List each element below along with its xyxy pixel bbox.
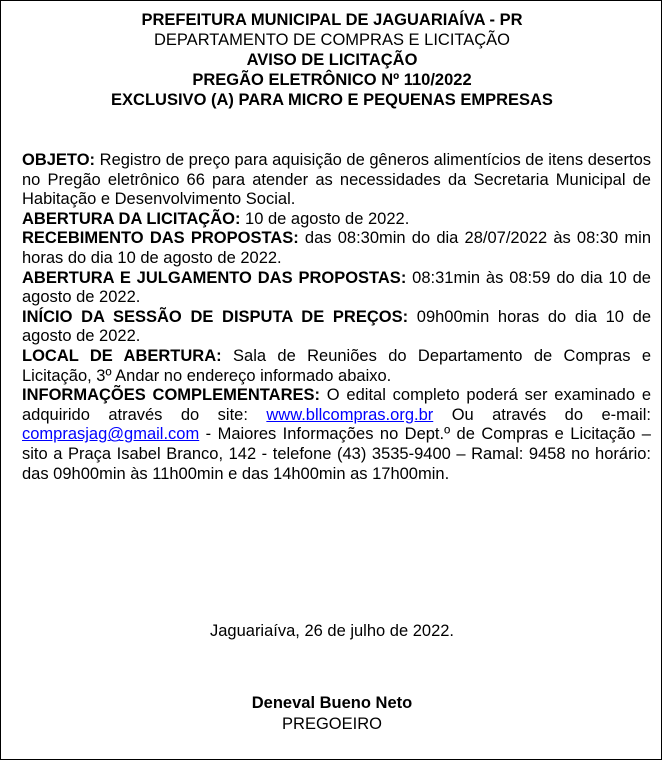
signatory-name: Deneval Bueno Neto (251, 694, 413, 712)
municipality-title: PREFEITURA MUNICIPAL DE JAGUARIAÍVA - PR (141, 11, 523, 29)
local-text: Sala de Reuniões do Departamento de Compras e Licitação, 3º Andar no endereço informado abaixo. (22, 346, 652, 385)
signature-block (1, 693, 662, 735)
section-sessao (22, 308, 651, 347)
objeto-label: OBJETO: (22, 151, 96, 169)
section-local (22, 347, 651, 386)
notice-body (22, 151, 651, 484)
julgamento-text: 08:31min às 08:59 do dia 10 de agosto de 2022. (22, 268, 651, 307)
local-label: LOCAL DE ABERTURA: (22, 346, 222, 365)
signatory-role: PREGOEIRO (282, 715, 382, 733)
email-link[interactable]: comprasjag@gmail.com (22, 425, 200, 444)
section-julgamento (22, 269, 651, 308)
abertura-label: ABERTURA DA LICITAÇÃO: (22, 209, 241, 228)
sessao-label: INÍCIO DA SESSÃO DE DISPUTA DE PREÇOS: (22, 307, 409, 326)
section-objeto (22, 151, 651, 210)
section-recebimento (22, 229, 651, 268)
exclusivity-note: EXCLUSIVO (A) PARA MICRO E PEQUENAS EMPRESAS (111, 91, 553, 109)
sessao-text: 09h00min horas do dia 10 de agosto de 2022. (22, 307, 651, 346)
section-info (22, 386, 651, 484)
info-label: INFORMAÇÕES COMPLEMENTARES: (22, 386, 320, 405)
info-text-1: O edital completo poderá ser examinado e adquirido através do site: (22, 386, 651, 424)
recebimento-text: das 08:30min do dia 28/07/2022 às 08:30 min horas do dia 10 de agosto de 2022. (22, 229, 652, 267)
website-link[interactable]: www.bllcompras.org.br (266, 405, 434, 424)
objeto-text: Registro de preço para aquisição de gêneros alimentícios de itens desertos no Pregão eletrônico 66 para atender as necessidades da Secretaria Municipal de Habitação e Desenvolvimento Social. (22, 151, 651, 209)
date-line: Jaguariaíva, 26 de julho de 2022. (209, 622, 455, 640)
abertura-text: 10 de agosto de 2022. (245, 209, 410, 228)
recebimento-label: RECEBIMENTO DAS PROPOSTAS: (22, 229, 299, 248)
notice-title: AVISO DE LICITAÇÃO (246, 51, 418, 69)
info-text-3: - Maiores Informações no Dept.º de Compras e Licitação – sito a Praça Isabel Branco, 142 - telefone (43) 3535-9400 – Ramal: 9458 no horário: das 09h00min às 11h00min e das 14h00min as 17h00min. (22, 425, 651, 483)
julgamento-label: ABERTURA E JULGAMENTO DAS PROPOSTAS: (22, 268, 407, 287)
notice-header (1, 10, 662, 110)
auction-number: PREGÃO ELETRÔNICO Nº 110/2022 (192, 71, 472, 89)
info-text-2: Ou através do e-mail: (451, 405, 651, 424)
section-abertura (22, 210, 651, 230)
department-title: DEPARTAMENTO DE COMPRAS E LICITAÇÃO (153, 31, 511, 49)
